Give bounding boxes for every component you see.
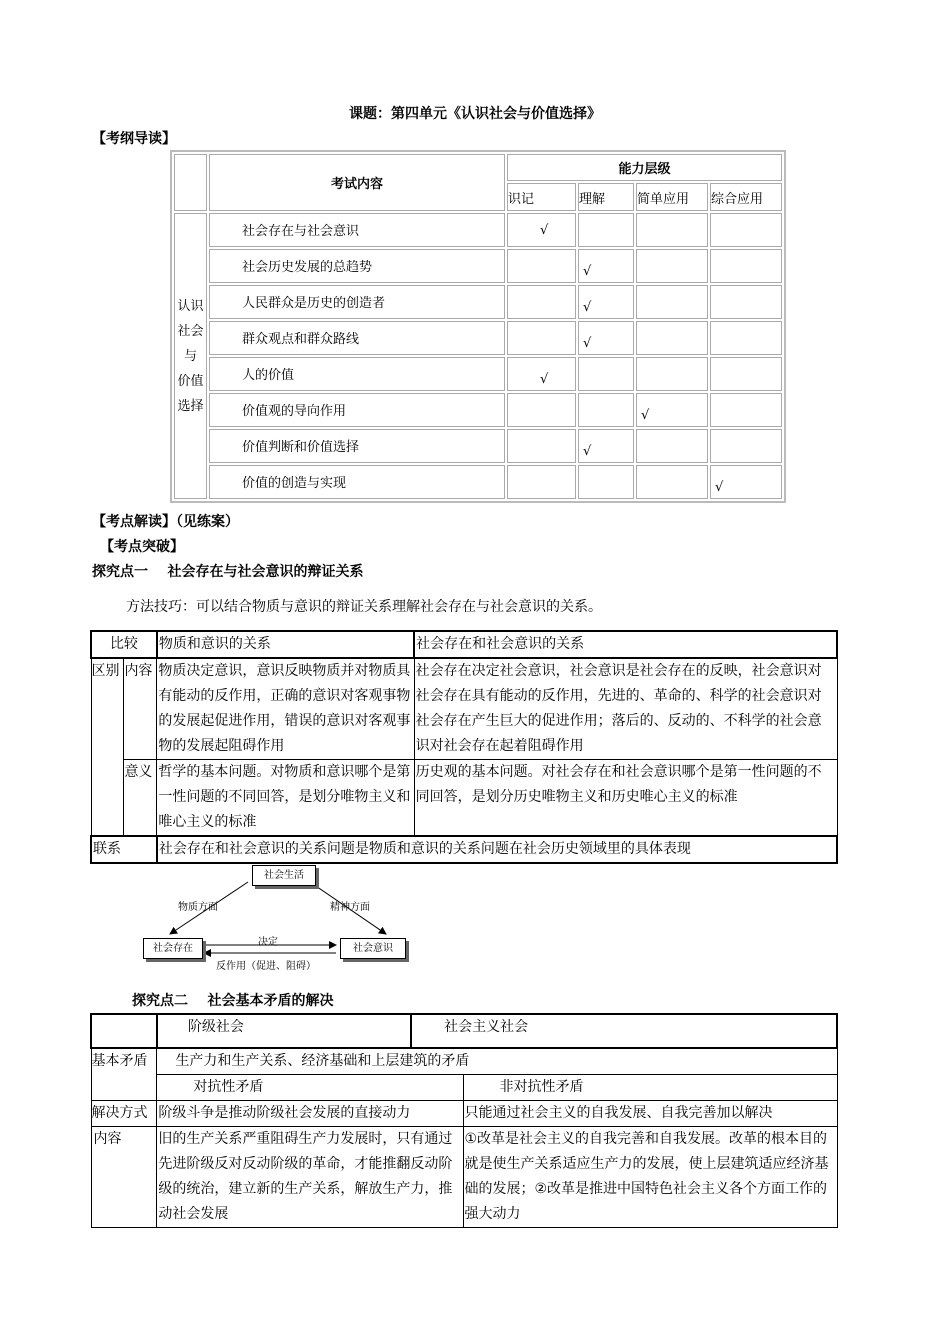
col-content-header: 考试内容: [209, 154, 505, 211]
method-socialist: 只能通过社会主义的自我发展、自我完善加以解决: [463, 1101, 837, 1127]
table-row: [174, 213, 782, 247]
relation-diagram: [140, 862, 420, 972]
corner-cell-2: [91, 1014, 157, 1048]
group-label-part: 选择: [177, 398, 204, 414]
empty-level-cell: [636, 213, 708, 247]
empty-level-cell: [578, 393, 634, 427]
empty-level-cell: [507, 249, 576, 283]
contradiction-table: [90, 1013, 838, 1228]
table-row: [174, 357, 782, 391]
socialist-society-header: 社会主义社会: [411, 1014, 837, 1048]
comparison-table: [90, 630, 838, 864]
syllabus-item: 价值观的导向作用: [209, 393, 505, 427]
box-social-existence: 社会存在: [143, 938, 203, 959]
empty-level-cell: [507, 393, 576, 427]
empty-level-cell: [636, 285, 708, 319]
table-row: [174, 285, 782, 319]
empty-level-cell: [578, 357, 634, 391]
basic-contradiction-label: 基本矛盾: [91, 1048, 157, 1101]
level-header: 理解: [578, 183, 634, 211]
method-tip: 方法技巧：可以结合物质与意识的辩证关系理解社会存在与社会意识的关系。: [126, 599, 602, 615]
check-mark: √: [578, 249, 634, 283]
level-header: 简单应用: [636, 183, 708, 211]
content-label: 内容: [124, 658, 157, 760]
box-social-consciousness: 社会意识: [340, 938, 406, 959]
check-mark: √: [507, 357, 576, 391]
check-mark: √: [636, 393, 708, 427]
meaning-matter: 哲学的基本问题。对物质和意识哪个是第一性问题的不同回答，是划分唯物主义和唯心主义的标准: [157, 760, 414, 837]
meaning-label: 意义: [124, 760, 157, 837]
empty-level-cell: [710, 357, 782, 391]
empty-level-cell: [710, 249, 782, 283]
group-label-part: 价值: [177, 373, 204, 389]
check-mark: √: [507, 213, 576, 247]
matter-header: 物质和意识的关系: [157, 631, 414, 658]
empty-level-cell: [710, 285, 782, 319]
non-antagonistic-label: 非对抗性矛盾: [463, 1075, 837, 1101]
empty-level-cell: [710, 429, 782, 463]
content-matter: 物质决定意识，意识反映物质并对物质具有能动的反作用，正确的意识对客观事物的发展起促进作用，错误的意识对客观事物的发展起阻碍作用: [157, 658, 414, 760]
empty-level-cell: [636, 429, 708, 463]
class-society-header: 阶级社会: [157, 1014, 411, 1048]
empty-level-cell: [507, 321, 576, 355]
point-two-heading: 探究点二 社会基本矛盾的解决: [132, 993, 334, 1009]
empty-level-cell: [507, 465, 576, 499]
syllabus-item: 社会历史发展的总趋势: [209, 249, 505, 283]
link-text: 社会存在和社会意识的关系问题是物质和意识的关系问题在社会历史领域里的具体表现: [157, 836, 837, 863]
syllabus-item: 人的价值: [209, 357, 505, 391]
syllabus-table: [170, 150, 786, 503]
level-header: 识记: [507, 183, 576, 211]
check-mark: √: [578, 285, 634, 319]
table-row: [174, 465, 782, 499]
content-social: 社会存在决定社会意识，社会意识是社会存在的反映，社会意识对社会存在具有能动的反作用，先进的、革命的、科学的社会意识对社会存在产生巨大的促进作用；落后的、反动的、不科学的社会意识对社会存在起着阻碍作用: [414, 658, 837, 760]
syllabus-item: 人民群众是历史的创造者: [209, 285, 505, 319]
col-ability-header: 能力层级: [507, 154, 782, 181]
empty-level-cell: [710, 213, 782, 247]
empty-level-cell: [507, 285, 576, 319]
group-label-part: 社会: [177, 323, 204, 339]
check-mark: √: [710, 465, 782, 499]
syllabus-item: 群众观点和群众路线: [209, 321, 505, 355]
empty-level-cell: [710, 393, 782, 427]
empty-level-cell: [636, 465, 708, 499]
box-social-life: 社会生活: [252, 865, 316, 886]
group-label-part: 与: [183, 348, 197, 364]
content-label-2: 内容: [91, 1127, 157, 1228]
syllabus-item: 社会存在与社会意识: [209, 213, 505, 247]
meaning-social: 历史观的基本问题。对社会存在和社会意识哪个是第一性问题的不同回答，是划分历史唯物主义和历史唯心主义的标准: [414, 760, 837, 837]
empty-level-cell: [710, 321, 782, 355]
diff-label: 区别: [91, 658, 124, 836]
empty-level-cell: [636, 357, 708, 391]
syllabus-item: 价值的创造与实现: [209, 465, 505, 499]
point-one-heading: 探究点一 社会存在与社会意识的辩证关系: [92, 564, 364, 580]
link-label: 联系: [91, 836, 157, 863]
level-header: 综合应用: [710, 183, 782, 211]
basic-contradiction-text: 生产力和生产关系、经济基础和上层建筑的矛盾: [157, 1048, 837, 1075]
empty-level-cell: [578, 213, 634, 247]
label-material: 物质方面: [178, 902, 218, 913]
label-react: 反作用（促进、阻碍）: [216, 961, 316, 972]
antagonistic-label: 对抗性矛盾: [157, 1075, 463, 1101]
method-class: 阶级斗争是推动阶级社会发展的直接动力: [157, 1101, 463, 1127]
method-label: 解决方式: [91, 1101, 157, 1127]
compare-header: 比较: [91, 631, 157, 658]
section-tupo: 【考点突破】: [100, 539, 184, 555]
corner-cell: [174, 154, 207, 211]
table-row: [174, 393, 782, 427]
empty-level-cell: [636, 321, 708, 355]
check-mark: √: [578, 321, 634, 355]
label-spirit: 精神方面: [330, 902, 370, 913]
table-row: [174, 429, 782, 463]
check-mark: √: [578, 429, 634, 463]
table-row: [174, 249, 782, 283]
content-socialist: ①改革是社会主义的自我完善和自我发展。改革的根本目的就是使生产关系适应生产力的发展，使上层建筑适应经济基础的发展；②改革是推进中国特色社会主义各个方面工作的强大动力: [463, 1127, 837, 1228]
label-decide: 决定: [258, 937, 278, 948]
table-row: [174, 321, 782, 355]
empty-level-cell: [578, 465, 634, 499]
section-kaogang: 【考纲导读】: [92, 131, 176, 147]
empty-level-cell: [507, 429, 576, 463]
page-title: 课题：第四单元《认识社会与价值选择》: [349, 106, 601, 122]
group-label: [174, 213, 207, 499]
section-jiedu: 【考点解读】（见练案）: [92, 514, 239, 530]
content-class: 旧的生产关系严重阻碍生产力发展时，只有通过先进阶级反对反动阶级的革命，才能推翻反动阶级的统治，建立新的生产关系，解放生产力，推动社会发展: [157, 1127, 463, 1228]
empty-level-cell: [636, 249, 708, 283]
social-header: 社会存在和社会意识的关系: [414, 631, 837, 658]
syllabus-item: 价值判断和价值选择: [209, 429, 505, 463]
group-label-part: 认识: [177, 298, 204, 314]
